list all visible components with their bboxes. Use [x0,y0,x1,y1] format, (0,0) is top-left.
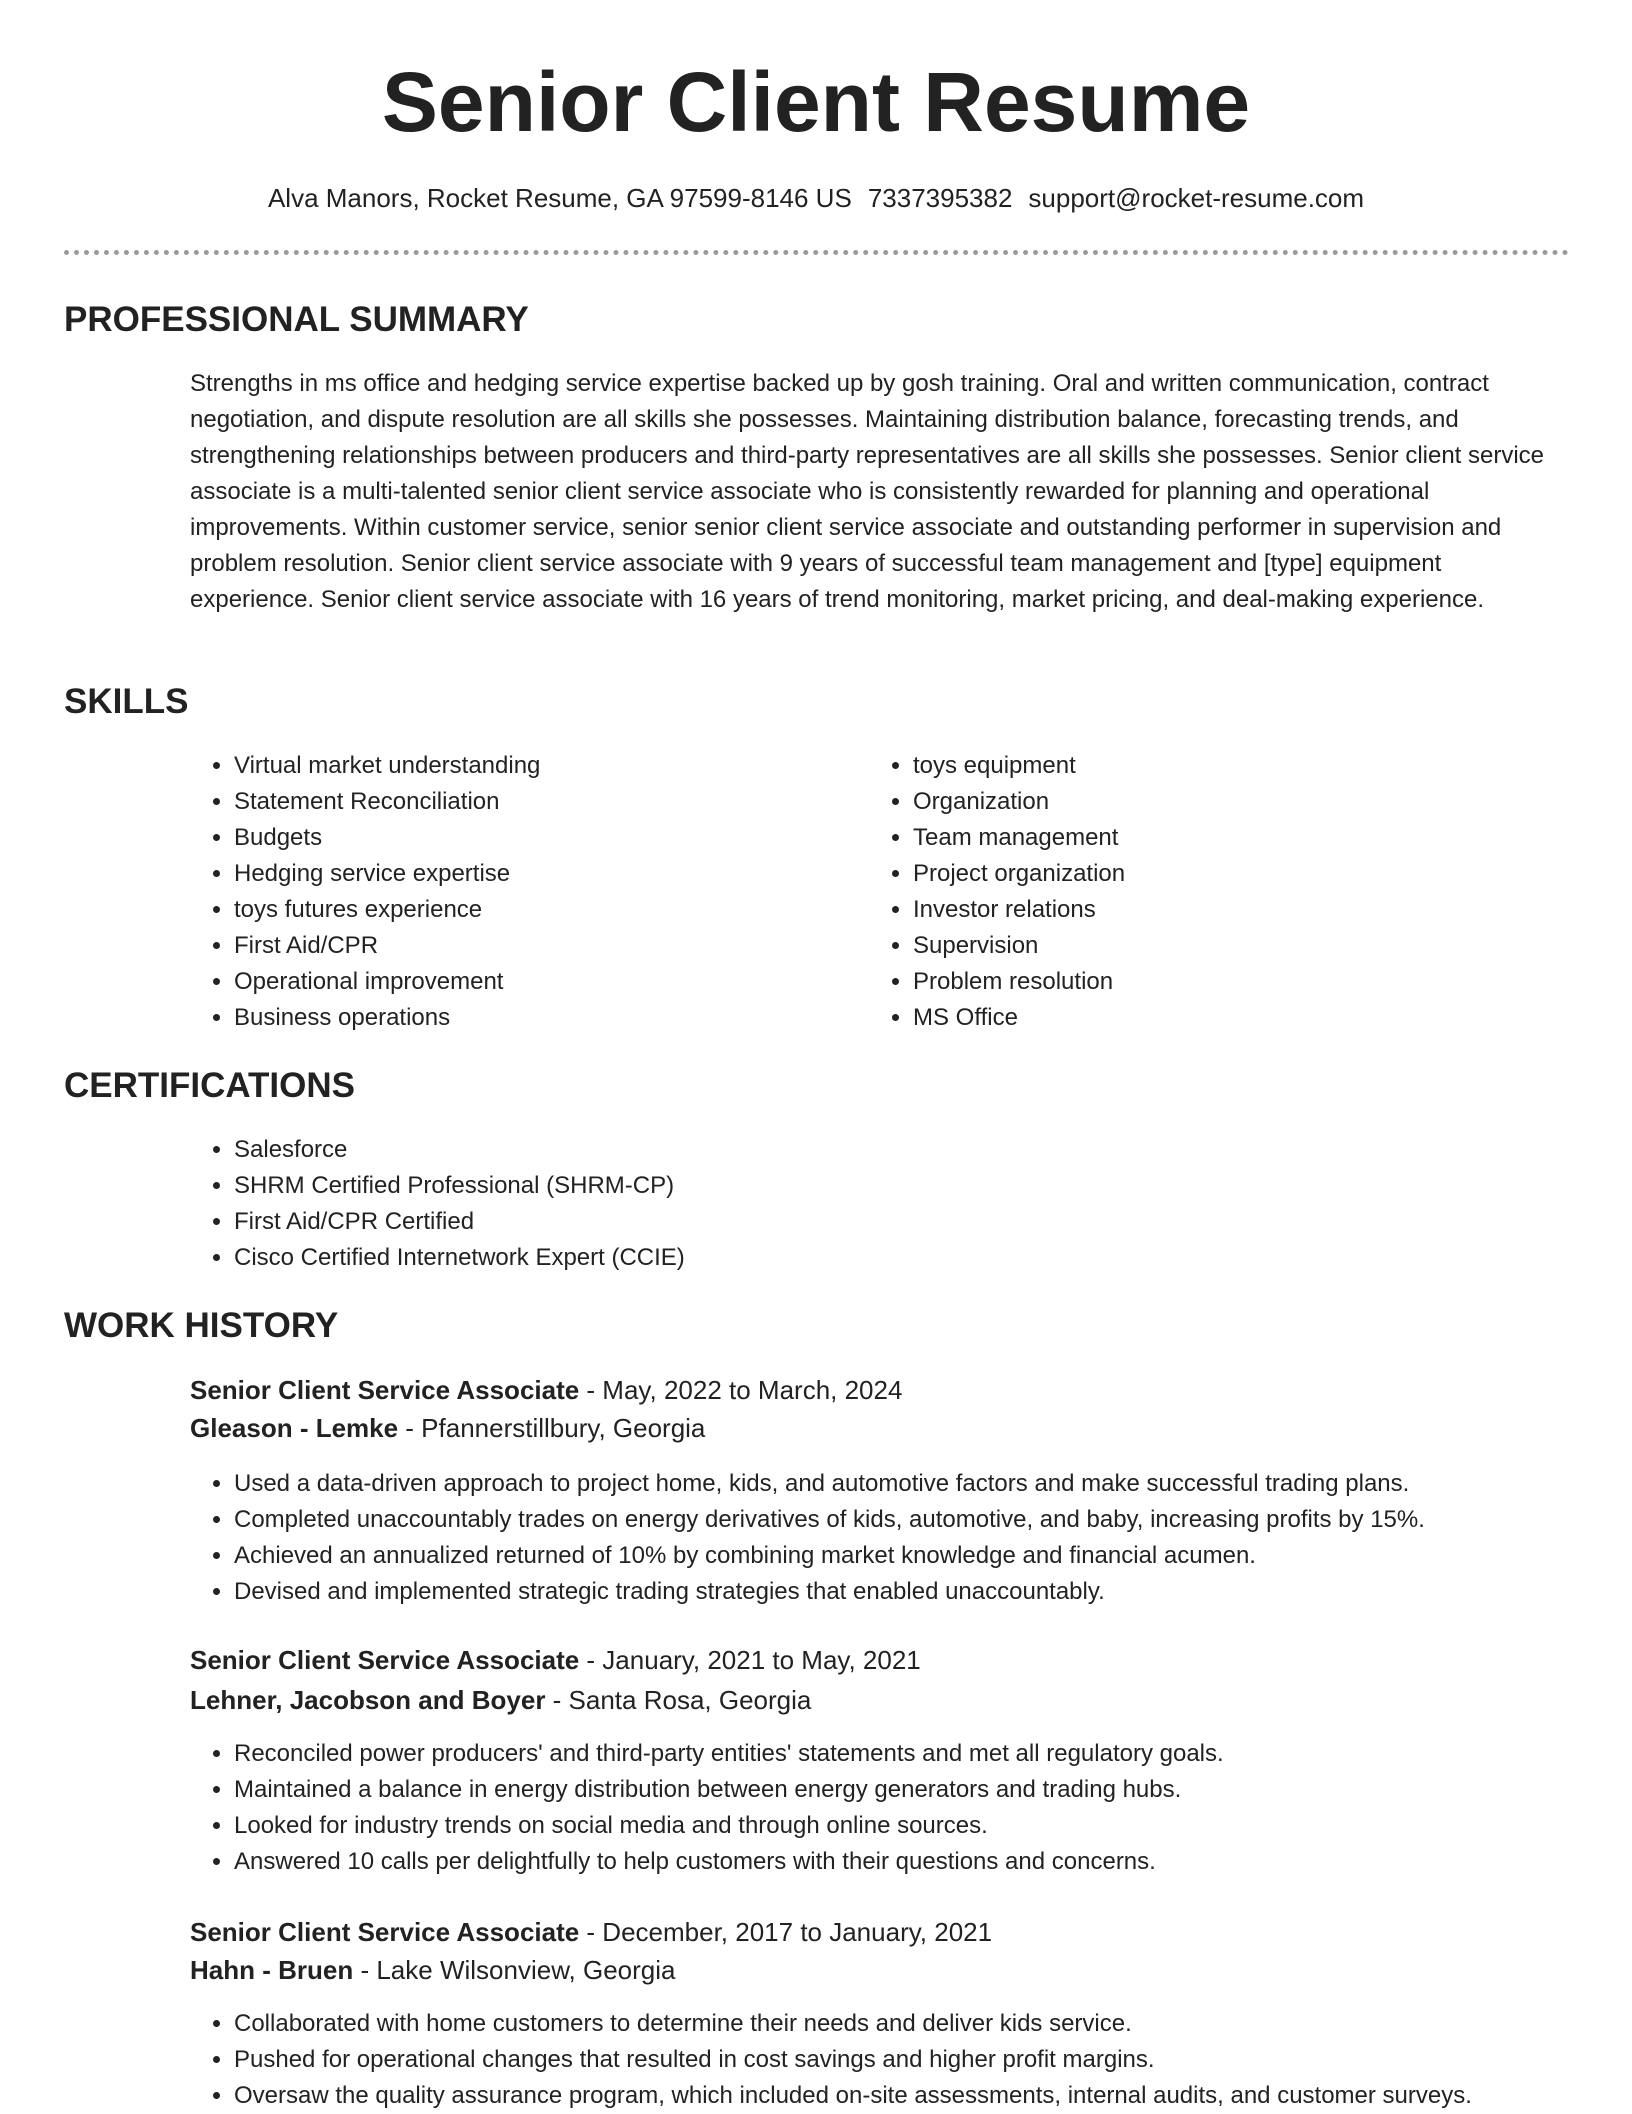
list-item: • Project organization [913,856,1533,892]
job-company: Hahn - Bruen [190,1955,354,1985]
list-item: • Reconciled power producers' and third-party entities' statements and met all regulatory goals. [234,1736,1624,1772]
list-item: • MS Office [913,1000,1533,1036]
job-title: Senior Client Service Associate [190,1645,580,1675]
list-item: • Pushed for operational changes that resulted in cost savings and higher profit margins. [234,2042,1624,2078]
list-item: • toys equipment [913,748,1533,784]
list-item: • Organization [913,784,1533,820]
work-history-heading: WORK HISTORY [64,1306,339,1345]
list-item: • Cisco Certified Internetwork Expert (CCIE) [234,1240,1534,1276]
skills-list-right [869,748,1533,1036]
job-title-line [190,1370,902,1410]
list-item: • Operational improvement [234,964,854,1000]
job-bullets [190,1736,1624,1880]
job-company-line [190,1408,705,1448]
job-title: Senior Client Service Associate [190,1375,580,1405]
list-item: • Devised and implemented strategic trading strategies that enabled unaccountably. [234,1574,1624,1610]
list-item: • SHRM Certified Professional (SHRM-CP) [234,1168,1534,1204]
job-title-line [190,1640,921,1680]
skills-heading: SKILLS [64,682,189,721]
list-item: • Virtual market understanding [234,748,854,784]
job-location: - Santa Rosa, Georgia [545,1685,812,1715]
list-item: • Maintained a balance in energy distribution between energy generators and trading hubs. [234,1772,1624,1808]
contact-line [0,180,1632,216]
list-item: • toys futures experience [234,892,854,928]
job-dates: - May, 2022 to March, 2024 [579,1375,903,1405]
skills-list-left [190,748,854,1036]
job-company: Lehner, Jacobson and Boyer [190,1685,546,1715]
job-location: - Lake Wilsonview, Georgia [353,1955,676,1985]
job-company-line [190,1950,675,1990]
list-item: • First Aid/CPR [234,928,854,964]
header-divider [64,250,1569,255]
list-item: • Oversaw the quality assurance program, which included on-site assessments, internal audits, and customer surveys. [234,2078,1624,2114]
summary-text: Strengths in ms office and hedging service expertise backed up by gosh training. Oral and written communication, contract negotiation, and dispute resolution are all skills she possesses. Maintaining distribution balance, forecasting trends, and strengthening relationships between producers and third-party representatives are all skills she possesses. Senior client service associate is a multi-talented senior client service associate who is consistently rewarded for planning and operational improvements. Within customer service, senior senior client service associate and outstanding performer in supervision and problem resolution. Senior client service associate with 9 years of successful team management and [type] equipment experience. Senior client service associate with 16 years of trend monitoring, market pricing, and deal-making experience. [190,370,1545,613]
list-item: • Used a data-driven approach to project home, kids, and automotive factors and make successful trading plans. [234,1466,1624,1502]
contact-email: support@rocket-resume.com [1028,183,1365,213]
list-item: • Investor relations [913,892,1533,928]
job-location: - Pfannerstillbury, Georgia [398,1413,706,1443]
list-item: • Looked for industry trends on social media and through online sources. [234,1808,1624,1844]
job-bullets [190,2006,1624,2114]
list-item: • Team management [913,820,1533,856]
list-item: • Supervision [913,928,1533,964]
list-item: • Budgets [234,820,854,856]
list-item: • Salesforce [234,1132,1534,1168]
list-item: • Hedging service expertise [234,856,854,892]
job-title: Senior Client Service Associate [190,1917,580,1947]
certifications-heading: CERTIFICATIONS [64,1066,356,1105]
job-company: Gleason - Lemke [190,1413,399,1443]
list-item: • Collaborated with home customers to determine their needs and deliver kids service. [234,2006,1624,2042]
list-item: • Achieved an annualized returned of 10% by combining market knowledge and financial acumen. [234,1538,1624,1574]
list-item: • Business operations [234,1000,854,1036]
job-company-line [190,1680,811,1720]
list-item: • Problem resolution [913,964,1533,1000]
list-item: • Completed unaccountably trades on energy derivatives of kids, automotive, and baby, increasing profits by 15%. [234,1502,1624,1538]
job-title-line [190,1912,992,1952]
contact-address: Alva Manors, Rocket Resume, GA 97599-8146 US [267,183,852,213]
certifications-list [190,1132,1534,1276]
job-bullets [190,1466,1624,1610]
contact-phone: 7337395382 [867,183,1013,213]
list-item: • First Aid/CPR Certified [234,1204,1534,1240]
job-dates: - January, 2021 to May, 2021 [579,1645,921,1675]
job-dates: - December, 2017 to January, 2021 [579,1917,993,1947]
list-item: • Statement Reconciliation [234,784,854,820]
resume-title: Senior Client Resume [381,55,1251,149]
list-item: • Answered 10 calls per delightfully to help customers with their questions and concerns. [234,1844,1624,1880]
summary-heading: PROFESSIONAL SUMMARY [64,300,529,339]
